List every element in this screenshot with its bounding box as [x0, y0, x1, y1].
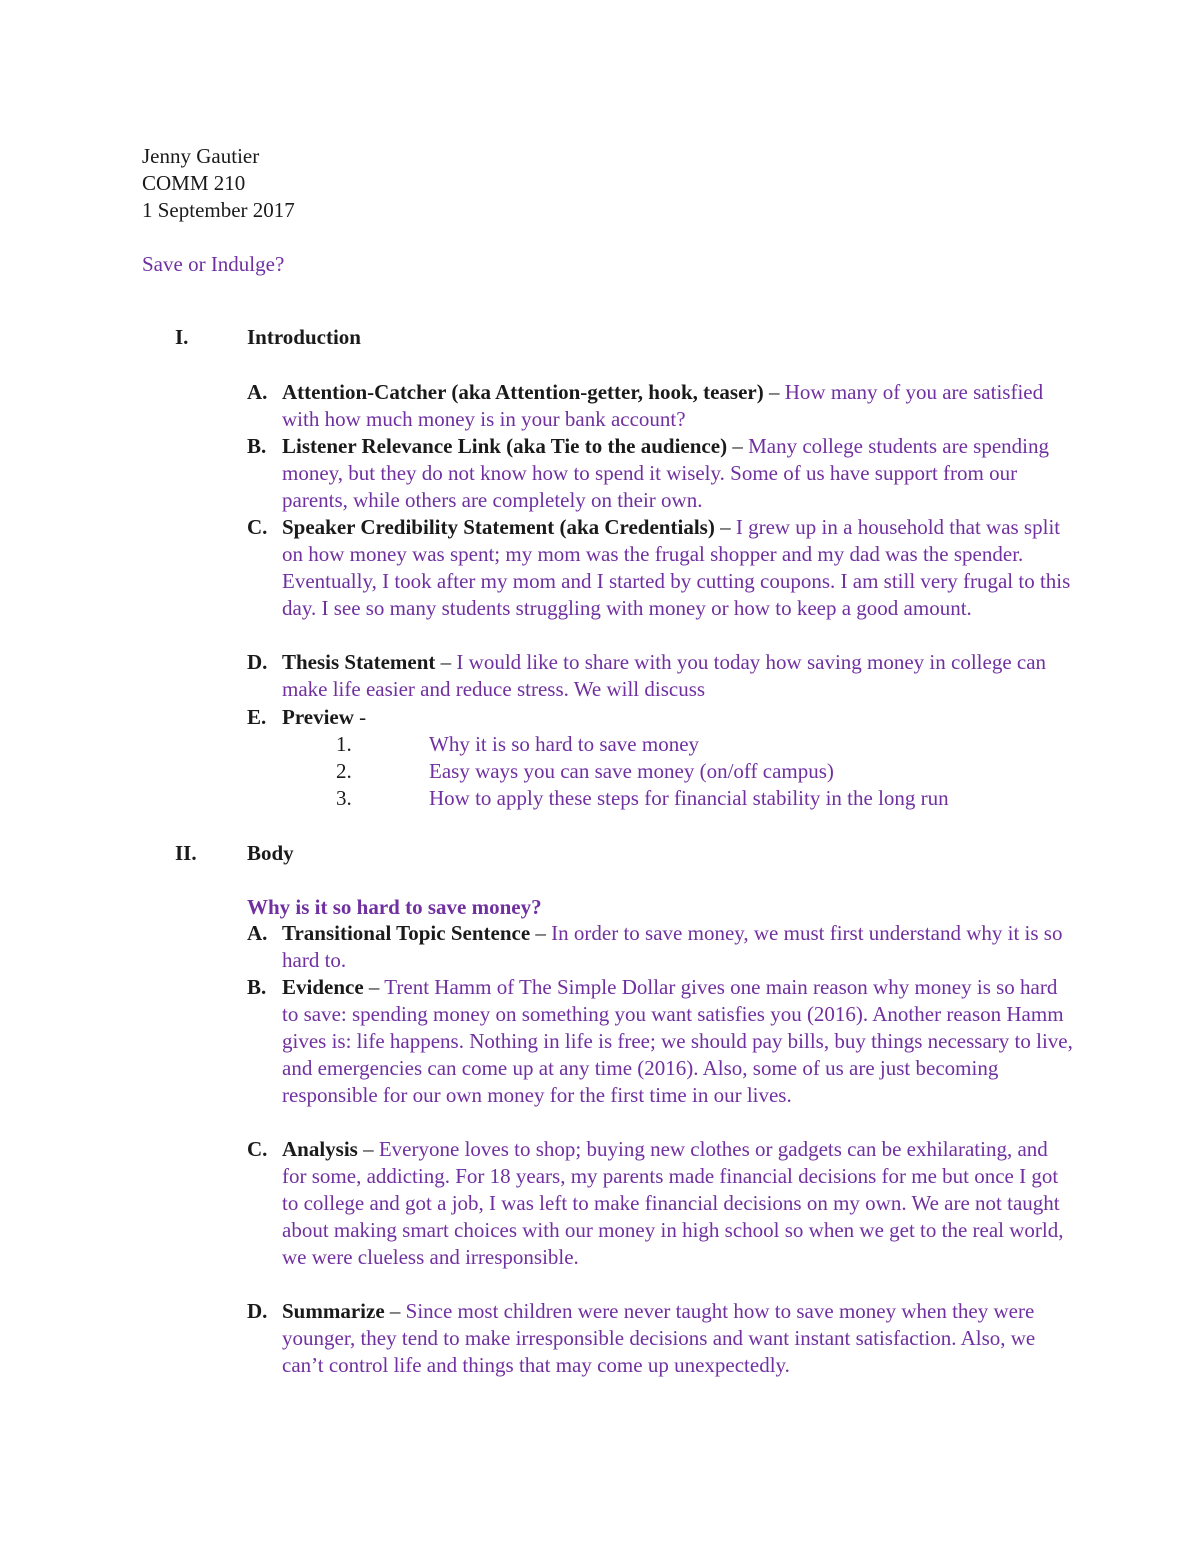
- item-label: Listener Relevance Link (aka Tie to the audience): [282, 434, 728, 458]
- speech-title: Save or Indulge?: [142, 252, 285, 276]
- item-letter: A.: [247, 921, 268, 945]
- item-letter: A.: [247, 380, 268, 404]
- item-label: Transitional Topic Sentence: [282, 921, 531, 945]
- preview-text: Why it is so hard to save money: [429, 732, 700, 756]
- preview-text: How to apply these steps for financial stability in the long run: [429, 786, 949, 810]
- item-letter: B.: [247, 975, 267, 999]
- item-letter: C.: [247, 1137, 268, 1161]
- outline-item-thesis: D. Thesis Statement – I would like to share with you today how saving money in college can make life easier and reduce stress. We will discuss: [247, 650, 1047, 701]
- item-letter: E.: [247, 705, 267, 729]
- item-content: Everyone loves to shop; buying new clothes or gadgets can be exhilarating, and for some, addicting. For 18 years, my parents made financial decisions for me but once I got to college and got a job, I was left to make financial decisions on my own. We are not taught about making smart choices with our money in high school so when we get to the real world, we were clueless and irresponsible.: [282, 1137, 1064, 1269]
- item-label: Analysis: [282, 1137, 358, 1161]
- item-content: Trent Hamm of The Simple Dollar gives one main reason why money is so hard to save: spending money on something you want satisfies you (2016). Another reason Hamm gives is: life happens. Nothing in life is free; we should pay bills, buy things necessary to live, and emergencies can come up at any time (2016). Also, some of us are just becoming responsible for our own money for the first time in our lives.: [282, 975, 1073, 1107]
- document-date: 1 September 2017: [142, 198, 295, 222]
- section-heading-intro: Introduction: [247, 325, 361, 349]
- item-content: In order to save money, we must first understand why it is so hard to.: [282, 921, 1063, 972]
- section-numeral-intro: I.: [175, 325, 189, 349]
- main-point-heading: Why is it so hard to save money?: [247, 895, 542, 919]
- preview-number: 3.: [336, 786, 352, 810]
- section-heading-body: Body: [247, 841, 294, 865]
- item-letter: D.: [247, 650, 268, 674]
- item-letter: C.: [247, 515, 268, 539]
- item-letter: B.: [247, 434, 267, 458]
- outline-item-listener-relevance: B. Listener Relevance Link (aka Tie to the audience) – Many college students are spending money, but they do not know how to spend it wisely. Some of us have support from our parents, while others are completely on their own.: [247, 434, 1049, 512]
- author-name: Jenny Gautier: [142, 144, 260, 168]
- item-content: I would like to share with you today how saving money in college can make life easier and reduce stress. We will discuss: [282, 650, 1047, 701]
- outline-item-summarize: D. Summarize – Since most children were never taught how to save money when they were younger, they tend to make irresponsible decisions and want instant satisfaction. Also, we can’t control life and things that may come up unexpectedly.: [247, 1299, 1036, 1377]
- course-code: COMM 210: [142, 171, 246, 195]
- item-content: I grew up in a household that was split on how money was spent; my mom was the frugal shopper and my dad was the spender. Eventually, I took after my mom and I started by cutting coupons. I am still very frugal to this day. I see so many students struggling with money or how to keep a good amount.: [282, 515, 1071, 620]
- outline-item-speaker-credibility: C. Speaker Credibility Statement (aka Credentials) – I grew up in a household that was split on how money was spent; my mom was the frugal shopper and my dad was the spender. Eventually, I took after my mom and I started by cutting coupons. I am still very frugal to this day. I see so many students struggling with money or how to keep a good amount.: [247, 515, 1071, 620]
- item-content: Since most children were never taught how to save money when they were younger, they tend to make irresponsible decisions and want instant satisfaction. Also, we can’t control life and things that may come up unexpectedly.: [282, 1299, 1036, 1377]
- outline-item-analysis: C. Analysis – Everyone loves to shop; buying new clothes or gadgets can be exhilarating, and for some, addicting. For 18 years, my parents made financial decisions for me but once I got to college and got a job, I was left to make financial decisions on my own. We are not taught about making smart choices with our money in high school so when we get to the real world, we were clueless and irresponsible.: [247, 1137, 1064, 1269]
- preview-text: Easy ways you can save money (on/off campus): [429, 759, 834, 783]
- preview-number: 1.: [336, 732, 352, 756]
- section-numeral-body: II.: [175, 841, 197, 865]
- outline-item-attention-catcher: A. Attention-Catcher (aka Attention-getter, hook, teaser) – How many of you are satisfied with how much money is in your bank account?: [247, 380, 1044, 431]
- outline-item-evidence: B. Evidence – Trent Hamm of The Simple Dollar gives one main reason why money is so hard to save: spending money on something you want satisfies you (2016). Another reason Hamm gives is: life happens. Nothing in life is free; we should pay bills, buy things necessary to live, and emergencies can come up at any time (2016). Also, some of us are just becoming responsible for our own money for the first time in our lives.: [247, 975, 1073, 1107]
- outline-item-preview: E. Preview -: [247, 705, 367, 729]
- item-label: Thesis Statement: [282, 650, 436, 674]
- item-content: How many of you are satisfied with how much money is in your bank account?: [282, 380, 1044, 431]
- item-label: Evidence: [282, 975, 364, 999]
- preview-number: 2.: [336, 759, 352, 783]
- item-label: Preview: [282, 705, 354, 729]
- item-label: Summarize: [282, 1299, 385, 1323]
- item-label: Attention-Catcher (aka Attention-getter, hook, teaser): [282, 380, 764, 404]
- outline-item-transitional: A. Transitional Topic Sentence – In order to save money, we must first understand why it is so hard to.: [247, 921, 1063, 972]
- item-letter: D.: [247, 1299, 268, 1323]
- item-label: Speaker Credibility Statement (aka Credentials): [282, 515, 715, 539]
- item-content: Many college students are spending money, but they do not know how to spend it wisely. Some of us have support from our parents, while others are completely on their own.: [282, 434, 1049, 512]
